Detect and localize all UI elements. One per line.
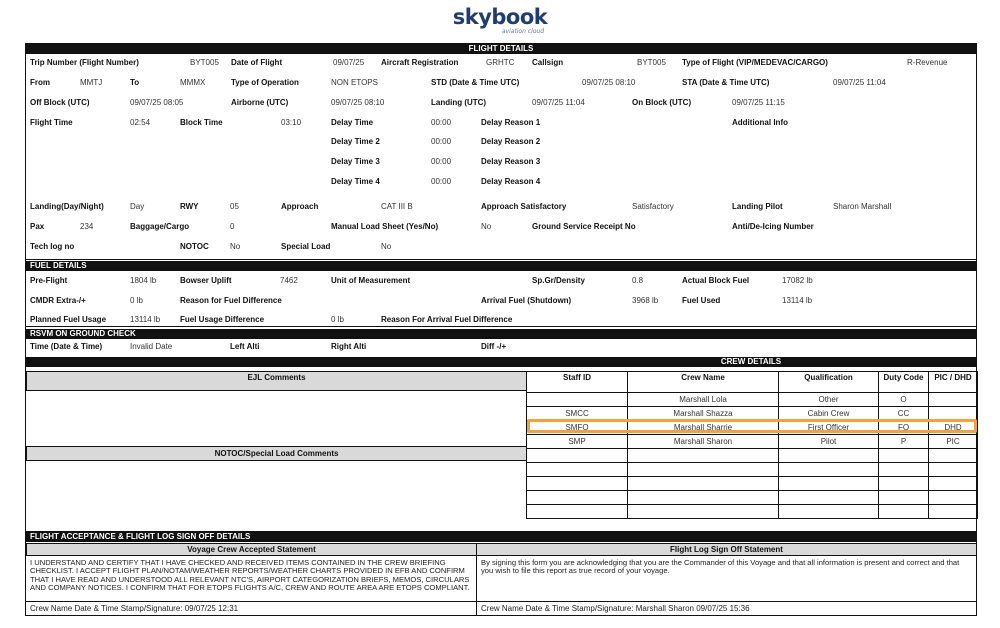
qualification-header: Qualification	[779, 372, 879, 393]
log-statement-header: Flight Log Sign Off Statement	[476, 543, 977, 556]
staff-id-cell: SMCC	[527, 407, 628, 421]
duty-code-cell	[879, 505, 929, 519]
anti-de-icing-label: Anti/De-Icing Number	[732, 222, 814, 231]
callsign-value: BYT005	[637, 58, 666, 67]
duty-code-cell: FO	[879, 421, 929, 435]
fuel-row-2	[26, 295, 976, 307]
pax-value: 234	[80, 222, 94, 231]
callsign-label: Callsign	[532, 58, 564, 67]
landing-day-night-value: Day	[130, 202, 145, 211]
trip-number-value: BYT005	[190, 58, 219, 67]
from-value: MMTJ	[80, 78, 103, 87]
block-time-label: Block Time	[180, 118, 223, 127]
fuel-row-3	[26, 314, 976, 326]
crew-name-cell	[628, 477, 779, 491]
fuel-usage-difference-label: Fuel Usage Difference	[180, 315, 265, 324]
baggage-cargo-value: 0	[230, 222, 235, 231]
pic-dhd-cell	[929, 449, 978, 463]
delay-reason-2-label: Delay Reason 2	[481, 137, 541, 146]
ground-service-receipt-label: Ground Service Receipt No	[532, 222, 636, 231]
additional-info-label: Additional Info	[732, 118, 788, 127]
special-load-value: No	[381, 242, 392, 251]
duty-code-cell	[879, 491, 929, 505]
landing-utc-label: Landing (UTC)	[431, 98, 487, 107]
notoc-value: No	[230, 242, 241, 251]
manual-load-sheet-value: No	[481, 222, 492, 231]
diff-label: Diff -/+	[481, 342, 507, 351]
rsvm-time-value: Invalid Date	[130, 342, 173, 351]
delay-time-2-label: Delay Time 2	[331, 137, 380, 146]
unit-of-measurement-label: Unit of Measurement	[331, 276, 411, 285]
sp-gr-density-label: Sp.Gr/Density	[532, 276, 585, 285]
actual-block-fuel-label: Actual Block Fuel	[682, 276, 750, 285]
fuel-used-value: 13114 lb	[782, 296, 813, 305]
landing-pilot-label: Landing Pilot	[732, 202, 783, 211]
voyage-signature: Crew Name Date & Time Stamp/Signature: 09/07/25 12:31	[30, 604, 239, 613]
table-row	[527, 463, 978, 477]
qualification-cell	[779, 505, 879, 519]
crew-name-cell: Marshall Lola	[628, 393, 779, 407]
pic-dhd-cell	[929, 477, 978, 491]
duty-code-cell: CC	[879, 407, 929, 421]
delay-time-4-value: 00:00	[431, 177, 452, 186]
delay-reason-4-label: Delay Reason 4	[481, 177, 541, 186]
log-statement-text: By signing this form you are acknowledging that you are the Commander of this Voyage and that all information is present and correct and that you wish to file this report as true record of your voyage.	[481, 558, 960, 576]
on-block-label: On Block (UTC)	[632, 98, 692, 107]
staff-id-header: Staff ID	[527, 372, 628, 393]
table-row	[527, 421, 978, 435]
flight-details-row-1	[26, 57, 976, 69]
crew-name-cell	[628, 463, 779, 477]
duty-code-cell	[879, 477, 929, 491]
flight-details-row-10	[26, 241, 976, 253]
table-row	[527, 505, 978, 519]
qualification-cell	[779, 449, 879, 463]
bowser-uplift-value: 7462	[280, 276, 298, 285]
voyage-statement-text: I UNDERSTAND AND CERTIFY THAT I HAVE CHECKED AND RECEIVED ITEMS CONTAINED IN THE CREW BRIEFING CHECKLIST. I ACCEPT FLIGHT PLAN/NOTAM/WEATHER REPORTS/WEATHER CHARTS PROVIDED IN EFB AND CONFIRM THAT I HAVE READ AND UNDERSTOOD ALL RELEVANT NTC'S, AIRPORT CATEGORIZATION BRIEFS, MEMOS, CIRCULARS AND COMPANY NOTICES. I CONFIRM THAT FOR ETOPS FLIGHTS A/C, CREW AND ROUTE AREA ARE ETOPS COMPLIANT.	[30, 558, 470, 592]
logo-name: skybook	[452, 5, 548, 29]
qualification-cell	[779, 463, 879, 477]
arrival-fuel-label: Arrival Fuel (Shutdown)	[481, 296, 572, 305]
reason-fuel-difference-label: Reason for Fuel Difference	[180, 296, 282, 305]
delay-time-1-value: 00:00	[431, 118, 452, 127]
flight-details-row-9	[26, 221, 976, 233]
flight-time-value: 02:54	[130, 118, 151, 127]
crew-name-cell	[628, 491, 779, 505]
duty-code-cell: O	[879, 393, 929, 407]
crew-name-cell: Marshall Sharon	[628, 435, 779, 449]
type-of-operation-value: NON ETOPS	[331, 78, 378, 87]
rwy-label: RWY	[180, 202, 199, 211]
logo-tagline: aviation cloud	[501, 28, 545, 35]
delay-time-1-label: Delay Time	[331, 118, 374, 127]
airborne-value: 09/07/25 08:10	[331, 98, 385, 107]
reason-arrival-fuel-label: Reason For Arrival Fuel Difference	[381, 315, 513, 324]
crew-details-header: CREW DETAILS	[720, 357, 782, 366]
staff-id-cell	[527, 463, 628, 477]
staff-id-cell: SMP	[527, 435, 628, 449]
flight-details-row-8	[26, 201, 976, 213]
table-row	[527, 477, 978, 491]
cmdr-extra-value: 0 lb	[130, 296, 143, 305]
pic-dhd-header: PIC / DHD	[929, 372, 978, 393]
pic-dhd-cell	[929, 407, 978, 421]
table-row	[527, 393, 978, 407]
notoc-label: NOTOC	[180, 242, 209, 251]
flight-details-row-7	[26, 176, 976, 188]
pax-label: Pax	[30, 222, 45, 231]
pic-dhd-cell	[929, 463, 978, 477]
rsvm-header: RSVM ON GROUND CHECK	[26, 329, 976, 339]
staff-id-cell	[527, 393, 628, 407]
qualification-cell: Pilot	[779, 435, 879, 449]
staff-id-cell	[527, 449, 628, 463]
to-value: MMMX	[180, 78, 206, 87]
qualification-cell: Cabin Crew	[779, 407, 879, 421]
std-label: STD (Date & Time UTC)	[431, 78, 520, 87]
baggage-cargo-label: Baggage/Cargo	[130, 222, 190, 231]
pic-dhd-cell: DHD	[929, 421, 978, 435]
pre-flight-label: Pre-Flight	[30, 276, 68, 285]
delay-time-4-label: Delay Time 4	[331, 177, 380, 186]
delay-time-3-value: 00:00	[431, 157, 452, 166]
flight-time-label: Flight Time	[30, 118, 73, 127]
sp-gr-density-value: 0.8	[632, 276, 644, 285]
flight-details-row-4	[26, 117, 976, 129]
duty-code-cell	[879, 449, 929, 463]
qualification-cell: Other	[779, 393, 879, 407]
rsvm-time-label: Time (Date & Time)	[30, 342, 103, 351]
off-block-value: 09/07/25 08:05	[130, 98, 184, 107]
right-alti-label: Right Alti	[331, 342, 367, 351]
to-label: To	[130, 78, 140, 87]
crew-name-cell	[628, 449, 779, 463]
staff-id-cell	[527, 505, 628, 519]
airborne-label: Airborne (UTC)	[231, 98, 289, 107]
fuel-details-header: FUEL DETAILS	[26, 261, 976, 271]
crew-table-header-row	[527, 372, 978, 393]
sta-value: 09/07/25 11:04	[833, 78, 886, 87]
flight-log-form	[25, 43, 977, 616]
date-of-flight-label: Date of Flight	[231, 58, 283, 67]
from-label: From	[30, 78, 50, 87]
rwy-value: 05	[230, 202, 239, 211]
pic-dhd-cell	[929, 393, 978, 407]
staff-id-cell	[527, 477, 628, 491]
staff-id-cell: SMFO	[527, 421, 628, 435]
pre-flight-value: 1804 lb	[130, 276, 157, 285]
notoc-comments-header: NOTOC/Special Load Comments	[26, 446, 527, 461]
std-value: 09/07/25 08:10	[582, 78, 636, 87]
pic-dhd-cell	[929, 505, 978, 519]
sta-label: STA (Date & Time UTC)	[682, 78, 770, 87]
delay-time-3-label: Delay Time 3	[331, 157, 380, 166]
table-row	[527, 435, 978, 449]
voyage-statement-header: Voyage Crew Accepted Statement	[26, 543, 477, 556]
actual-block-fuel-value: 17082 lb	[782, 276, 813, 285]
table-row	[527, 449, 978, 463]
arrival-fuel-value: 3968 lb	[632, 296, 659, 305]
approach-value: CAT III B	[381, 202, 413, 211]
flight-details-row-2	[26, 77, 976, 89]
fuel-usage-difference-value: 0 lb	[331, 315, 344, 324]
planned-fuel-usage-value: 13114 lb	[130, 315, 161, 324]
flight-details-row-6	[26, 156, 976, 168]
crew-name-cell	[628, 505, 779, 519]
crew-name-cell: Marshall Sharrie	[628, 421, 779, 435]
log-signature: Crew Name Date & Time Stamp/Signature: Marshall Sharon 09/07/25 15:36	[481, 604, 750, 613]
off-block-label: Off Block (UTC)	[30, 98, 90, 107]
block-time-value: 03:10	[281, 118, 302, 127]
manual-load-sheet-label: Manual Load Sheet (Yes/No)	[331, 222, 439, 231]
signoff-divider	[476, 556, 477, 616]
type-of-flight-value: R-Revenue	[907, 58, 948, 67]
signoff-header: FLIGHT ACCEPTANCE & FLIGHT LOG SIGN OFF DETAILS	[26, 531, 976, 542]
cmdr-extra-label: CMDR Extra-/+	[30, 296, 86, 305]
duty-code-header: Duty Code	[879, 372, 929, 393]
left-alti-label: Left Alti	[230, 342, 260, 351]
rsvm-section	[26, 339, 976, 355]
flight-details-section	[26, 54, 976, 260]
approach-label: Approach	[281, 202, 319, 211]
table-row	[527, 407, 978, 421]
qualification-cell	[779, 477, 879, 491]
aircraft-registration-value: GRHTC	[486, 58, 515, 67]
qualification-cell: First Officer	[779, 421, 879, 435]
date-of-flight-value: 09/07/25	[333, 58, 365, 67]
bowser-uplift-label: Bowser Uplift	[180, 276, 232, 285]
duty-code-cell: P	[879, 435, 929, 449]
fuel-row-1	[26, 275, 976, 287]
tech-log-label: Tech log no	[30, 242, 75, 251]
rsvm-row	[26, 341, 976, 353]
landing-pilot-value: Sharon Marshall	[833, 202, 892, 211]
approach-satisfactory-label: Approach Satisfactory	[481, 202, 567, 211]
type-of-flight-label: Type of Flight (VIP/MEDEVAC/CARGO)	[682, 58, 828, 67]
delay-reason-3-label: Delay Reason 3	[481, 157, 541, 166]
pic-dhd-cell: PIC	[929, 435, 978, 449]
crew-table	[526, 371, 978, 519]
type-of-operation-label: Type of Operation	[231, 78, 299, 87]
delay-time-2-value: 00:00	[431, 137, 452, 146]
trip-number-label: Trip Number (Flight Number)	[30, 58, 139, 67]
special-load-label: Special Load	[281, 242, 331, 251]
delay-reason-1-label: Delay Reason 1	[481, 118, 541, 127]
qualification-cell	[779, 491, 879, 505]
table-row	[527, 491, 978, 505]
fuel-details-section	[26, 271, 976, 327]
crew-name-header: Crew Name	[628, 372, 779, 393]
flight-details-row-5	[26, 136, 976, 148]
flight-details-row-3	[26, 97, 976, 109]
skybook-logo	[0, 6, 1000, 35]
duty-code-cell	[879, 463, 929, 477]
landing-day-night-label: Landing(Day/Night)	[30, 202, 104, 211]
aircraft-registration-label: Aircraft Registration	[381, 58, 459, 67]
fuel-used-label: Fuel Used	[682, 296, 721, 305]
staff-id-cell	[527, 491, 628, 505]
landing-utc-value: 09/07/25 11:04	[532, 98, 585, 107]
flight-details-header: FLIGHT DETAILS	[26, 44, 976, 54]
planned-fuel-usage-label: Planned Fuel Usage	[30, 315, 107, 324]
approach-satisfactory-value: Satisfactory	[632, 202, 674, 211]
crew-details-bar	[26, 357, 976, 367]
pic-dhd-cell	[929, 491, 978, 505]
crew-name-cell: Marshall Shazza	[628, 407, 779, 421]
on-block-value: 09/07/25 11:15	[732, 98, 785, 107]
ejl-comments-header: EJL Comments	[26, 371, 527, 391]
